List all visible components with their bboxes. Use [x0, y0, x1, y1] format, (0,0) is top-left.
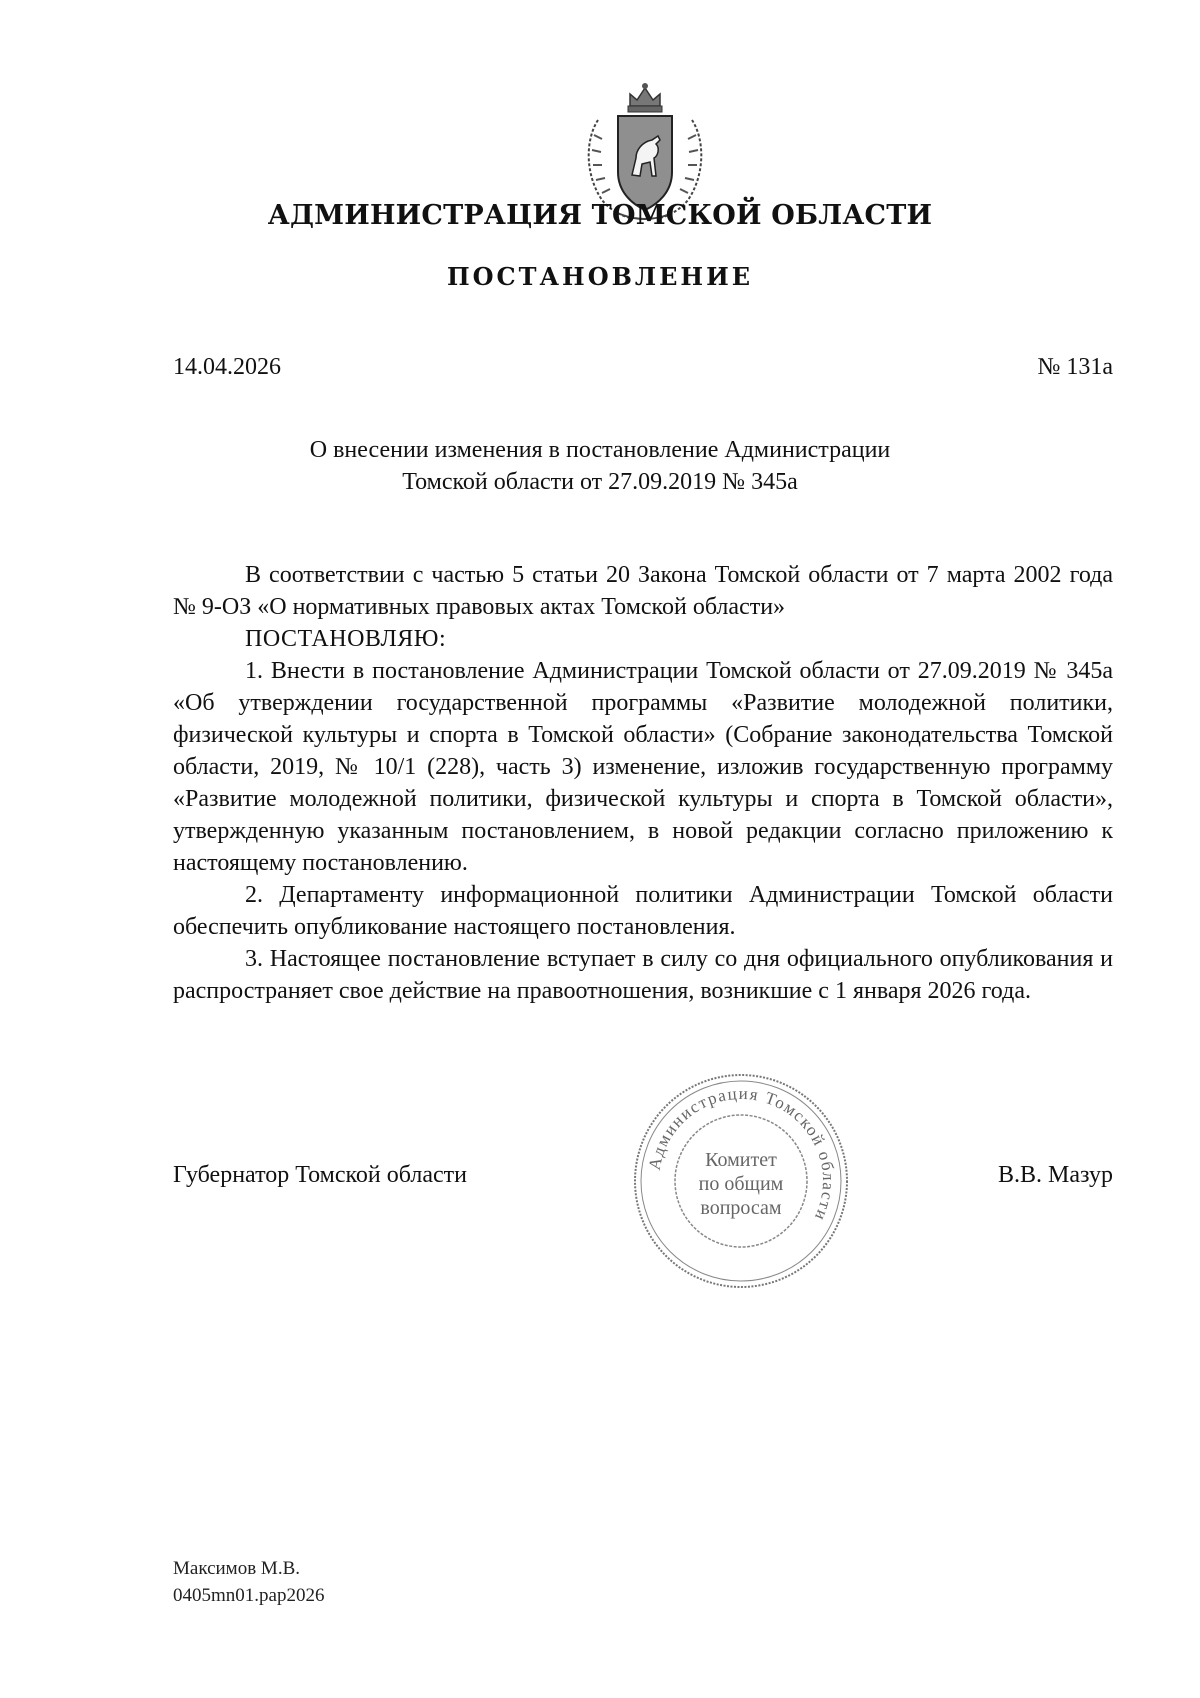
stamp-center-line-3: вопросам — [700, 1197, 782, 1219]
document-body — [173, 559, 1113, 1007]
file-code: 0405mn01.pap2026 — [173, 1585, 325, 1606]
organization-title: АДМИНИСТРАЦИЯ ТОМСКОЙ ОБЛАСТИ — [267, 200, 933, 231]
signatory-position: Губернатор Томской области — [173, 1162, 467, 1188]
executor-name: Максимов М.В. — [173, 1558, 300, 1579]
stamp-ring-text: Администрация Томской области — [644, 1083, 839, 1225]
item-3-paragraph: 3. Настоящее постановление вступает в силу со дня официального опубликования и распространяет свое действие на правоотношения, возникшие с 1 января 2026 года. — [173, 946, 1113, 1004]
document-subject — [0, 434, 1200, 498]
subject-line-1: О внесении изменения в постановление Администрации — [309, 437, 891, 463]
preamble-paragraph: В соответствии с частью 5 статьи 20 Закона Томской области от 7 марта 2002 года № 9-ОЗ «О нормативных правовых актах Томской области» — [173, 562, 1113, 620]
document-type: ПОСТАНОВЛЕНИЕ — [446, 262, 754, 291]
document-number: № 131а — [1037, 354, 1113, 380]
footer-block — [173, 1555, 324, 1609]
stamp-center-line-2: по общим — [698, 1173, 784, 1195]
signatory-name: В.В. Мазур — [998, 1162, 1113, 1188]
stamp-center-line-1: Комитет — [705, 1149, 777, 1171]
item-2-paragraph: 2. Департаменту информационной политики Администрации Томской области обеспечить опубликование настоящего постановления. — [173, 882, 1113, 940]
document-meta — [173, 354, 1113, 381]
document-date: 14.04.2026 — [173, 354, 281, 380]
decree-word: ПОСТАНОВЛЯЮ: — [245, 626, 447, 652]
subject-line-2: Томской области от 27.09.2019 № 345а — [402, 469, 798, 495]
item-1-paragraph: 1. Внести в постановление Администрации Томской области от 27.09.2019 № 345а «Об утверждении государственной программы «Развитие молодежной политики, физической культуры и спорта в Томской области» (Собрание законодательства Томской области, 2019, № 10/1 (228), часть 3) изменение, изложив государственную программу «Развитие молодежной политики, физической культуры и спорта в Томской области», утвержденную указанным постановлением, в новой редакции согласно приложению к настоящему постановлению. — [173, 658, 1113, 876]
signature-block — [173, 1162, 1113, 1189]
